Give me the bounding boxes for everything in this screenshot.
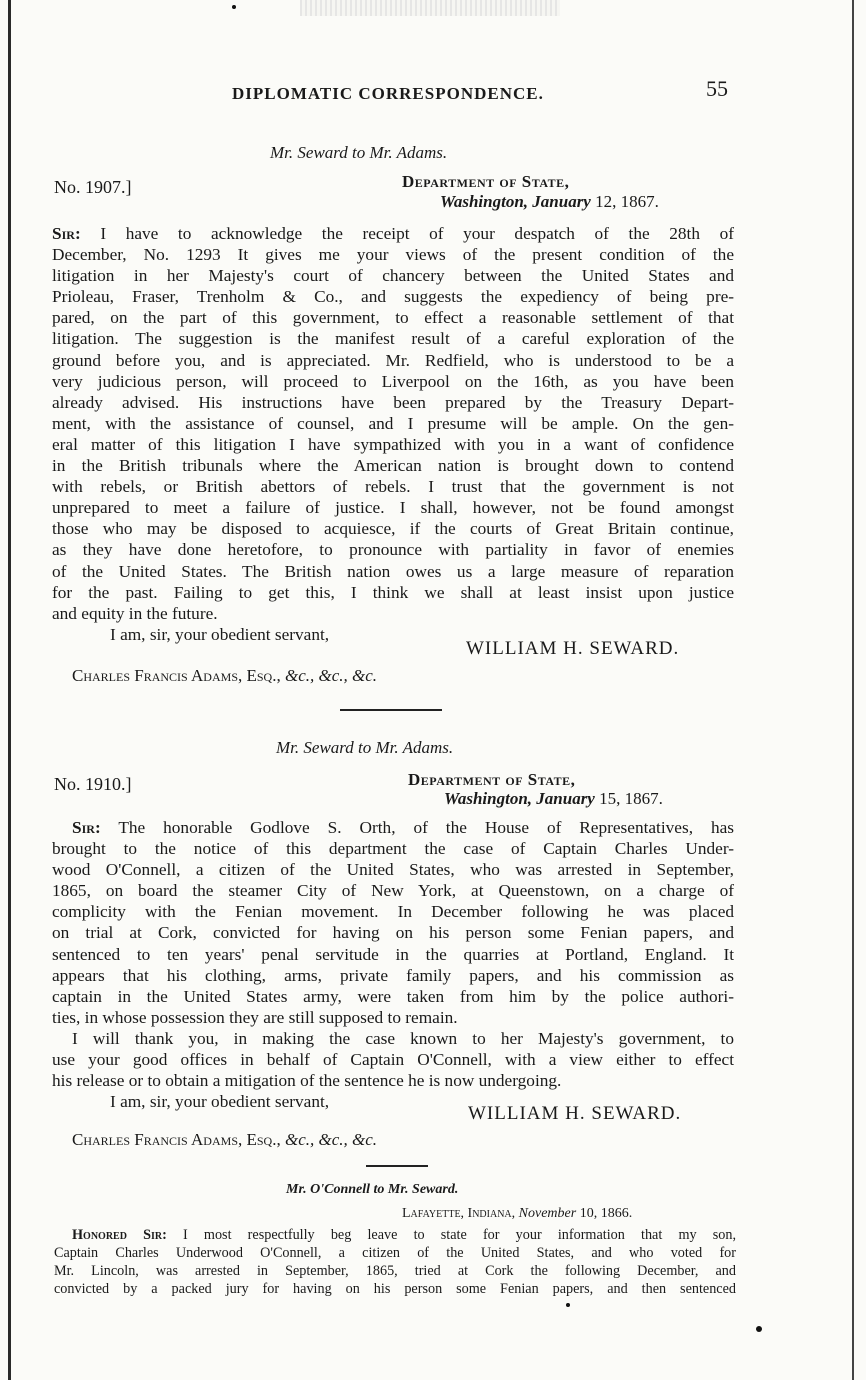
dateline-place: Lafayette, Indiana, xyxy=(402,1206,516,1221)
body-line: very judicious person, will proceed to Liverpool on the 16th, as you have been xyxy=(52,371,734,391)
body-line: of the United States. The British nation owes us a large measure of reparation xyxy=(52,561,734,581)
letter-heading: Mr. Seward to Mr. Adams. xyxy=(276,738,454,757)
department-line: Department of State, xyxy=(402,172,570,191)
section-divider xyxy=(366,1165,428,1167)
body-line: sentenced to ten years' penal servitude in the quarries at Portland, England. It xyxy=(52,944,734,964)
body-line: Prioleau, Fraser, Trenholm & Co., and suggests the expediency of being pre- xyxy=(52,287,734,307)
page-edge xyxy=(852,0,854,1380)
body-line: ground before you, and is appreciated. Mr. Redfield, who is understood to be a xyxy=(52,350,734,370)
letter-heading: Mr. Seward to Mr. Adams. xyxy=(270,143,448,162)
department-line: Department of State, xyxy=(408,770,576,789)
body-line: with rebels, or British abettors of rebels. I trust that the government is not xyxy=(52,477,734,497)
body-line: ties, in whose possession they are still supposed to remain. xyxy=(52,1007,458,1027)
letter-body xyxy=(52,223,734,645)
body-line: use your good offices in behalf of Captain O'Connell, with a view either to effect xyxy=(52,1050,734,1070)
body-line: litigation. The suggestion is the manifest result of a careful exploration of the xyxy=(52,329,734,349)
ink-speck xyxy=(566,1303,570,1307)
body-line: convicted by a packed jury for having on his person some Fenian papers, and then sentenced xyxy=(54,1281,736,1297)
dateline xyxy=(444,789,663,809)
body-line: Captain Charles Underwood O'Connell, a citizen of the United States, and who voted for xyxy=(54,1245,736,1261)
body-line: pared, on the part of this government, to effect a reasonable settlement of that xyxy=(52,308,734,328)
closing: I am, sir, your obedient servant, xyxy=(110,624,330,644)
page-number: 55 xyxy=(706,76,728,101)
body-line: appears that his clothing, arms, private family papers, and his commission as xyxy=(52,965,734,985)
dateline-place: Washington, January xyxy=(440,192,591,211)
ink-speck xyxy=(232,5,236,9)
dateline-place: Washington, January xyxy=(444,789,595,808)
dateline-date: 15, 1867. xyxy=(594,789,663,808)
closing: I am, sir, your obedient servant, xyxy=(110,1092,330,1112)
body-line: already advised. His instructions have been prepared by the Treasury Depart- xyxy=(52,392,734,412)
body-line: captain in the United States army, were taken from him by the police authori- xyxy=(52,986,734,1006)
body-line: Honored Sir: I most respectfully beg leave to state for your information that my son, xyxy=(72,1227,737,1243)
dateline-date: 10, 1866. xyxy=(576,1206,633,1221)
body-line: December, No. 1293 It gives me your views of the present condition of the xyxy=(52,245,734,265)
addressee: Charles Francis Adams, Esq., &c., &c., &c. xyxy=(72,666,378,685)
body-line: unprepared to meet a failure of justice. I shall, however, not be found amongst xyxy=(52,498,734,518)
salutation: Honored Sir: xyxy=(72,1227,167,1243)
signature: WILLIAM H. SEWARD. xyxy=(466,638,680,659)
section-divider xyxy=(340,709,442,711)
letter-heading: Mr. O'Connell to Mr. Seward. xyxy=(286,1182,459,1197)
body-line: Sir: I have to acknowledge the receipt of your despatch of the 28th of xyxy=(52,224,734,243)
despatch-number: No. 1907.] xyxy=(54,177,132,197)
ink-speck xyxy=(756,1326,762,1332)
body-line: those who may be disposed to acquiesce, if the courts of Great Britain continue, xyxy=(52,519,734,539)
body-line: and equity in the future. xyxy=(52,603,218,623)
body-line: ment, with the assistance of counsel, and I presume will be ample. On the gen- xyxy=(52,413,734,433)
dateline xyxy=(440,192,659,212)
body-line: Mr. Lincoln, was arrested in September, 1865, tried at Cork the following December, and xyxy=(54,1263,736,1279)
body-line: his release or to obtain a mitigation of the sentence he is now undergoing. xyxy=(52,1071,562,1091)
addressee: Charles Francis Adams, Esq., &c., &c., &c. xyxy=(72,1130,378,1149)
page-edge xyxy=(8,0,11,1380)
dateline-month: November xyxy=(515,1206,577,1221)
body-line: I will thank you, in making the case known to her Majesty's government, to xyxy=(72,1028,734,1048)
letter-body xyxy=(52,817,734,1112)
salutation: Sir: xyxy=(72,818,101,837)
body-line: eral matter of this litigation I have sympathized with you in a want of confidence xyxy=(52,434,734,454)
running-header: DIPLOMATIC CORRESPONDENCE. xyxy=(232,84,544,103)
despatch-number: No. 1910.] xyxy=(54,774,132,794)
body-line: litigation in her Majesty's court of chancery between the United States and xyxy=(52,266,734,286)
body-line: 1865, on board the steamer City of New York, at Queenstown, on a charge of xyxy=(52,881,734,901)
body-line: in the British tribunals where the American nation is brought down to contend xyxy=(52,456,734,476)
body-line: Sir: The honorable Godlove S. Orth, of the House of Representatives, has xyxy=(72,818,734,837)
paper-stain xyxy=(300,0,560,16)
salutation: Sir: xyxy=(52,224,81,243)
body-line: on trial at Cork, convicted for having on his person some Fenian papers, and xyxy=(52,923,734,943)
body-line: complicity with the Fenian movement. In December following he was placed xyxy=(52,902,734,922)
letter-body xyxy=(54,1226,736,1298)
signature: WILLIAM H. SEWARD. xyxy=(468,1103,682,1124)
body-line: as they have done heretofore, to pronounce with partiality in favor of enemies xyxy=(52,540,734,560)
body-line: for the past. Failing to get this, I think we shall at least insist upon justice xyxy=(52,582,734,602)
body-line: brought to the notice of this department the case of Captain Charles Under- xyxy=(52,839,734,859)
body-line: wood O'Connell, a citizen of the United States, who was arrested in September, xyxy=(52,860,734,880)
dateline xyxy=(402,1206,632,1222)
dateline-date: 12, 1867. xyxy=(590,192,659,211)
